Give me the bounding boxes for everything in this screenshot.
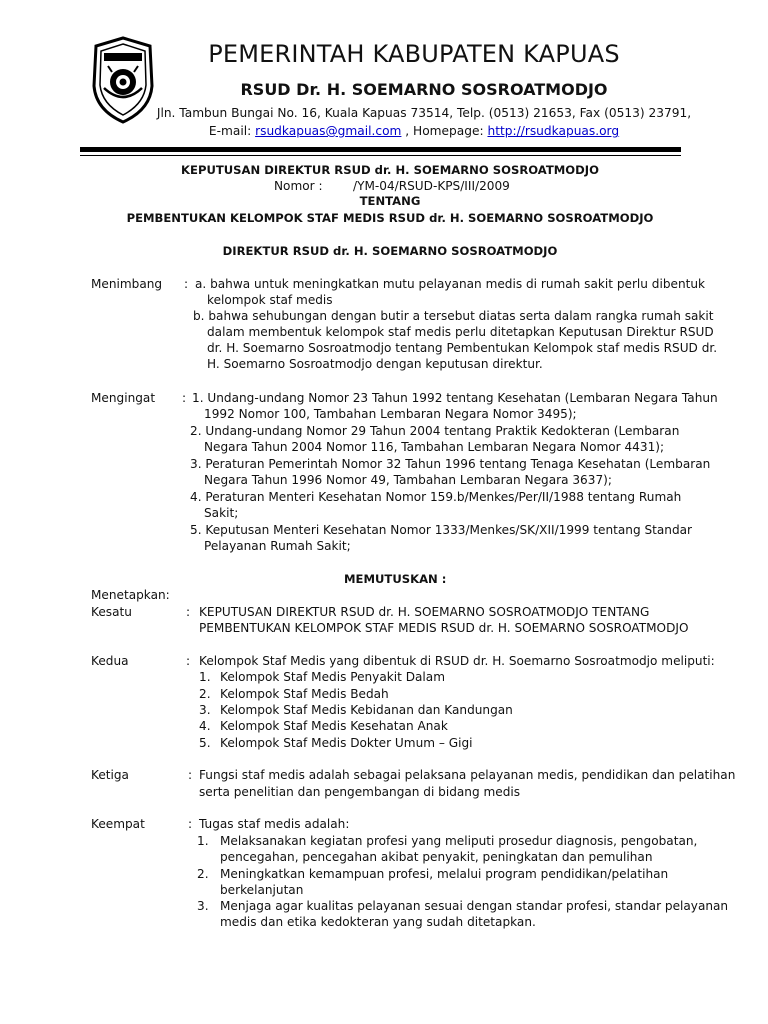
hospital-address: Jln. Tambun Bungai No. 16, Kuala Kapuas 73514, Telp. (0513) 21653, Fax (0513) 23791, [156, 106, 692, 120]
keempat-item-text: Menjaga agar kualitas pelayanan sesuai dengan standar profesi, standar pelayanan [220, 899, 729, 913]
decree-title: KEPUTUSAN DIREKTUR RSUD dr. H. SOEMARNO SOSROATMODJO [181, 163, 599, 177]
contact-line [0, 124, 768, 138]
keempat-item-text: Meningkatkan kemampuan profesi, melalui program pendidikan/pelatihan [220, 867, 669, 881]
kedua-item-num: 2. [199, 687, 211, 701]
header-rule-thick [80, 147, 681, 152]
memutuskan-heading: MEMUTUSKAN : [344, 572, 447, 586]
kedua-intro: Kelompok Staf Medis yang dibentuk di RSUD dr. H. Soemarno Sosroatmodjo meliputi: [199, 654, 715, 668]
keempat-item-num: 2. [197, 867, 209, 881]
mengingat-line: 3. Peraturan Pemerintah Nomor 32 Tahun 1996 tentang Tenaga Kesehatan (Lembaran [190, 457, 711, 471]
mengingat-line: Pelayanan Rumah Sakit; [204, 539, 351, 553]
tentang-heading: TENTANG [359, 194, 421, 208]
keempat-intro: Tugas staf medis adalah: [199, 817, 350, 831]
keempat-item-num: 3. [197, 899, 209, 913]
nomor-value: /YM-04/RSUD-KPS/III/2009 [353, 179, 510, 193]
mengingat-line: Negara Tahun 1996 Nomor 49, Tambahan Lembaran Negara 3637); [204, 473, 612, 487]
menimbang-label: Menimbang [91, 277, 163, 291]
ketiga-colon: : [188, 768, 193, 782]
email-label: E-mail: [208, 124, 256, 138]
ketiga-line: Fungsi staf medis adalah sebagai pelaksana pelayanan medis, pendidikan dan pelatihan [199, 768, 736, 782]
keempat-item-text: pencegahan, pencegahan akibat penyakit, peningkatan dan pemulihan [220, 850, 653, 864]
nomor-label: Nomor : [274, 179, 323, 193]
kedua-item-num: 1. [199, 670, 211, 684]
kedua-item-text: Kelompok Staf Medis Kebidanan dan Kandungan [220, 703, 513, 717]
menimbang-line: dr. H. Soemarno Sosroatmodjo tentang Pembentukan Kelompok staf medis RSUD dr. [207, 341, 718, 355]
kedua-item-text: Kelompok Staf Medis Bedah [220, 687, 389, 701]
org-name: PEMERINTAH KABUPATEN KAPUAS [208, 40, 620, 68]
kesatu-label: Kesatu [91, 605, 132, 619]
mengingat-line: 1. Undang-undang Nomor 23 Tahun 1992 tentang Kesehatan (Lembaran Negara Tahun [192, 391, 718, 405]
email-link[interactable]: rsudkapuas@gmail.com [255, 124, 402, 138]
kedua-item-text: Kelompok Staf Medis Penyakit Dalam [220, 670, 445, 684]
mengingat-colon: : [182, 391, 187, 405]
hospital-name: RSUD Dr. H. SOEMARNO SOSROATMODJO [240, 80, 608, 99]
kedua-item-num: 5. [199, 736, 211, 750]
kedua-label: Kedua [91, 654, 129, 668]
kesatu-colon: : [186, 605, 191, 619]
kedua-item-num: 4. [199, 719, 211, 733]
mengingat-line: 1992 Nomor 100, Tambahan Lembaran Negara Nomor 3495); [204, 407, 577, 421]
menimbang-colon: : [184, 277, 189, 291]
menetapkan-label: Menetapkan: [91, 588, 170, 602]
menimbang-line: b. bahwa sehubungan dengan butir a tersebut diatas serta dalam rangka rumah sakit [193, 309, 714, 323]
mengingat-line: 2. Undang-undang Nomor 29 Tahun 2004 tentang Praktik Kedokteran (Lembaran [190, 424, 680, 438]
mengingat-label: Mengingat [91, 391, 156, 405]
decree-subject: PEMBENTUKAN KELOMPOK STAF MEDIS RSUD dr. H. SOEMARNO SOSROATMODJO [126, 211, 654, 225]
keempat-item-text: medis dan etika kedokteran yang sudah ditetapkan. [220, 915, 536, 929]
ketiga-label: Ketiga [91, 768, 129, 782]
menimbang-line: a. bahwa untuk meningkatkan mutu pelayanan medis di rumah sakit perlu dibentuk [195, 277, 706, 291]
mengingat-line: 4. Peraturan Menteri Kesehatan Nomor 159.b/Menkes/Per/II/1988 tentang Rumah [190, 490, 682, 504]
ketiga-line: serta penelitian dan pengembangan di bidang medis [199, 785, 521, 799]
menimbang-line: kelompok staf medis [207, 293, 333, 307]
kedua-item-num: 3. [199, 703, 211, 717]
kedua-item-text: Kelompok Staf Medis Kesehatan Anak [220, 719, 448, 733]
director-heading: DIREKTUR RSUD dr. H. SOEMARNO SOSROATMODJO [222, 244, 558, 258]
keempat-item-text: Melaksanakan kegiatan profesi yang meliputi prosedur diagnosis, pengobatan, [220, 834, 698, 848]
keempat-label: Keempat [91, 817, 145, 831]
homepage-link[interactable]: http://rsudkapuas.org [487, 124, 620, 138]
menimbang-line: dalam membentuk kelompok staf medis perlu ditetapkan Keputusan Direktur RSUD [207, 325, 714, 339]
header-rule-thin [80, 155, 681, 156]
kedua-item-text: Kelompok Staf Medis Dokter Umum – Gigi [220, 736, 473, 750]
homepage-label: , Homepage: [401, 124, 488, 138]
mengingat-line: Negara Tahun 2004 Nomor 116, Tambahan Lembaran Negara Nomor 4431); [204, 440, 665, 454]
mengingat-line: Sakit; [204, 506, 239, 520]
kesatu-line: KEPUTUSAN DIREKTUR RSUD dr. H. SOEMARNO SOSROATMODJO TENTANG [199, 605, 650, 619]
kedua-colon: : [186, 654, 191, 668]
kesatu-line: PEMBENTUKAN KELOMPOK STAF MEDIS RSUD dr. H. SOEMARNO SOSROATMODJO [199, 621, 689, 635]
keempat-item-text: berkelanjutan [220, 883, 304, 897]
keempat-item-num: 1. [197, 834, 209, 848]
menimbang-line: H. Soemarno Sosroatmodjo dengan keputusan direktur. [207, 357, 543, 371]
keempat-colon: : [188, 817, 193, 831]
mengingat-line: 5. Keputusan Menteri Kesehatan Nomor 1333/Menkes/SK/XII/1999 tentang Standar [190, 523, 693, 537]
